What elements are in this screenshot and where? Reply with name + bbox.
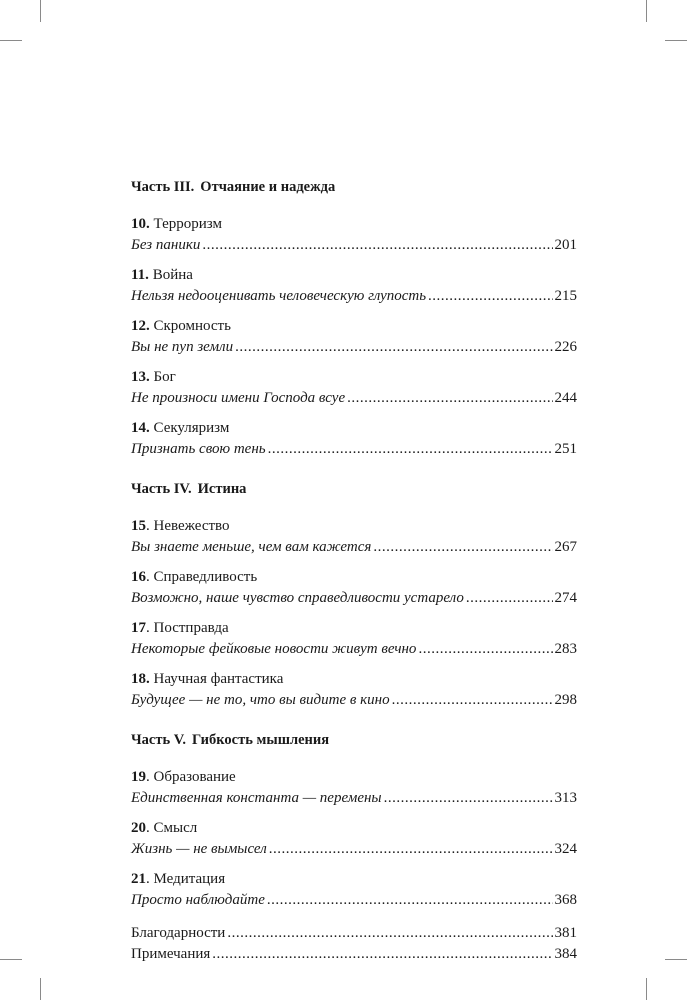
part-label: Часть IV.	[131, 481, 192, 497]
toc-entry-12[interactable]	[131, 316, 577, 358]
page-number: 368	[554, 892, 577, 908]
part-4	[131, 480, 577, 711]
dot-leader	[384, 788, 553, 809]
dot-leader	[268, 439, 553, 460]
chapter-number: 19	[131, 769, 146, 785]
page-number: 267	[554, 539, 577, 555]
toc-entry-20[interactable]: 20. Смысл Жизнь — не вымысел ..... 324	[131, 818, 577, 860]
dot-leader	[373, 537, 552, 558]
part-title	[131, 480, 577, 498]
back-matter	[131, 923, 577, 965]
dot-leader	[227, 923, 552, 944]
page-number: 298	[554, 692, 577, 708]
toc-entry-11[interactable]	[131, 265, 577, 307]
chapter-subtitle: Некоторые фейковые новости живут вечно	[131, 641, 417, 657]
page-number: 283	[554, 641, 577, 657]
dot-leader	[418, 639, 552, 660]
table-of-contents	[131, 178, 577, 965]
page-number: 384	[554, 946, 577, 962]
chapter-number: 13.	[131, 369, 150, 385]
page-number: 244	[554, 390, 577, 406]
page-number: 201	[554, 237, 577, 253]
chapter-title: Терроризм	[153, 216, 222, 232]
chapter-subtitle: Не произноси имени Господа всуе	[131, 390, 346, 406]
dot-leader	[466, 588, 553, 609]
chapter-subtitle: Просто наблюдайте	[131, 892, 265, 908]
chapter-title: Постправда	[153, 620, 229, 636]
part-name: Истина	[197, 481, 247, 497]
dot-leader	[235, 337, 552, 358]
part-3	[131, 178, 577, 460]
chapter-title: Образование	[153, 769, 236, 785]
chapter-title: Смысл	[153, 820, 198, 836]
chapter-subtitle: Возможно, наше чувство справедливости устарело	[131, 590, 464, 606]
crop-mark-bottom-right	[646, 978, 647, 1000]
chapter-title: Научная фантастика	[153, 671, 284, 687]
part-title	[131, 178, 577, 196]
chapter-title: Невежество	[153, 518, 230, 534]
part-label: Часть III.	[131, 179, 195, 195]
crop-mark-right-bottom	[665, 959, 687, 960]
chapter-title: Бог	[153, 369, 176, 385]
chapter-number: 11.	[131, 267, 149, 283]
chapter-number: 10.	[131, 216, 150, 232]
dot-leader	[267, 890, 553, 911]
chapter-subtitle: Будущее — не то, что вы видите в кино	[131, 692, 390, 708]
crop-mark-left-bottom	[0, 959, 22, 960]
part-label: Часть V.	[131, 732, 186, 748]
chapter-number: 16	[131, 569, 146, 585]
chapter-subtitle: Вы знаете меньше, чем вам кажется	[131, 539, 372, 555]
page-number: 215	[554, 288, 577, 304]
chapter-number: 15	[131, 518, 146, 534]
toc-entry-19[interactable]: 19. Образование Единственная константа — перемены ..... 313	[131, 767, 577, 809]
back-matter-title: Примечания	[131, 946, 211, 962]
dot-leader	[428, 286, 552, 307]
toc-entry-16[interactable]: 16. Справедливость Возможно, наше чувство справедливости устарело ..... 274	[131, 567, 577, 609]
page-number: 381	[554, 925, 577, 941]
chapter-title: Справедливость	[153, 569, 258, 585]
chapter-title: Скромность	[153, 318, 231, 334]
dot-leader	[269, 839, 553, 860]
toc-entry-14[interactable]	[131, 418, 577, 460]
chapter-subtitle: Нельзя недооценивать человеческую глупость	[131, 288, 427, 304]
chapter-title: Секуляризм	[153, 420, 230, 436]
chapter-number: 21	[131, 871, 146, 887]
chapter-subtitle: Жизнь — не вымысел	[131, 841, 267, 857]
dot-leader	[212, 944, 552, 965]
chapter-number: 14.	[131, 420, 150, 436]
page-number: 226	[554, 339, 577, 355]
chapter-subtitle: Без паники	[131, 237, 201, 253]
part-title	[131, 731, 577, 749]
crop-mark-top-right	[646, 0, 647, 22]
toc-entry-15[interactable]: 15. Невежество Вы знаете меньше, чем вам кажется ..... 267	[131, 516, 577, 558]
crop-mark-left-top	[0, 40, 22, 41]
page-number: 274	[554, 590, 577, 606]
toc-entry-17[interactable]: 17. Постправда Некоторые фейковые новости живут вечно ..... 283	[131, 618, 577, 660]
chapter-title: Война	[152, 267, 193, 283]
dot-leader	[392, 690, 553, 711]
toc-entry-10[interactable]	[131, 214, 577, 256]
chapter-number: 12.	[131, 318, 150, 334]
part-5	[131, 731, 577, 911]
chapter-subtitle: Признать свою тень	[131, 441, 266, 457]
toc-entry-notes[interactable]	[131, 944, 577, 965]
chapter-number: 17	[131, 620, 146, 636]
toc-entry-18[interactable]	[131, 669, 577, 711]
page-number: 324	[554, 841, 577, 857]
toc-entry-21[interactable]: 21. Медитация Просто наблюдайте ..... 368	[131, 869, 577, 911]
chapter-subtitle: Вы не пуп земли	[131, 339, 234, 355]
part-name: Отчаяние и надежда	[200, 179, 336, 195]
crop-mark-top-left	[40, 0, 41, 22]
chapter-title: Медитация	[153, 871, 226, 887]
dot-leader	[347, 388, 552, 409]
crop-mark-bottom-left	[40, 978, 41, 1000]
dot-leader	[202, 235, 552, 256]
chapter-number: 18.	[131, 671, 150, 687]
chapter-number: 20	[131, 820, 146, 836]
part-name: Гибкость мышления	[191, 732, 330, 748]
page-number: 313	[554, 790, 577, 806]
chapter-subtitle: Единственная константа — перемены	[131, 790, 382, 806]
toc-entry-acknowledgements[interactable]	[131, 923, 577, 944]
back-matter-title: Благодарности	[131, 925, 226, 941]
crop-mark-right-top	[665, 40, 687, 41]
page-number: 251	[554, 441, 577, 457]
toc-entry-13[interactable]	[131, 367, 577, 409]
